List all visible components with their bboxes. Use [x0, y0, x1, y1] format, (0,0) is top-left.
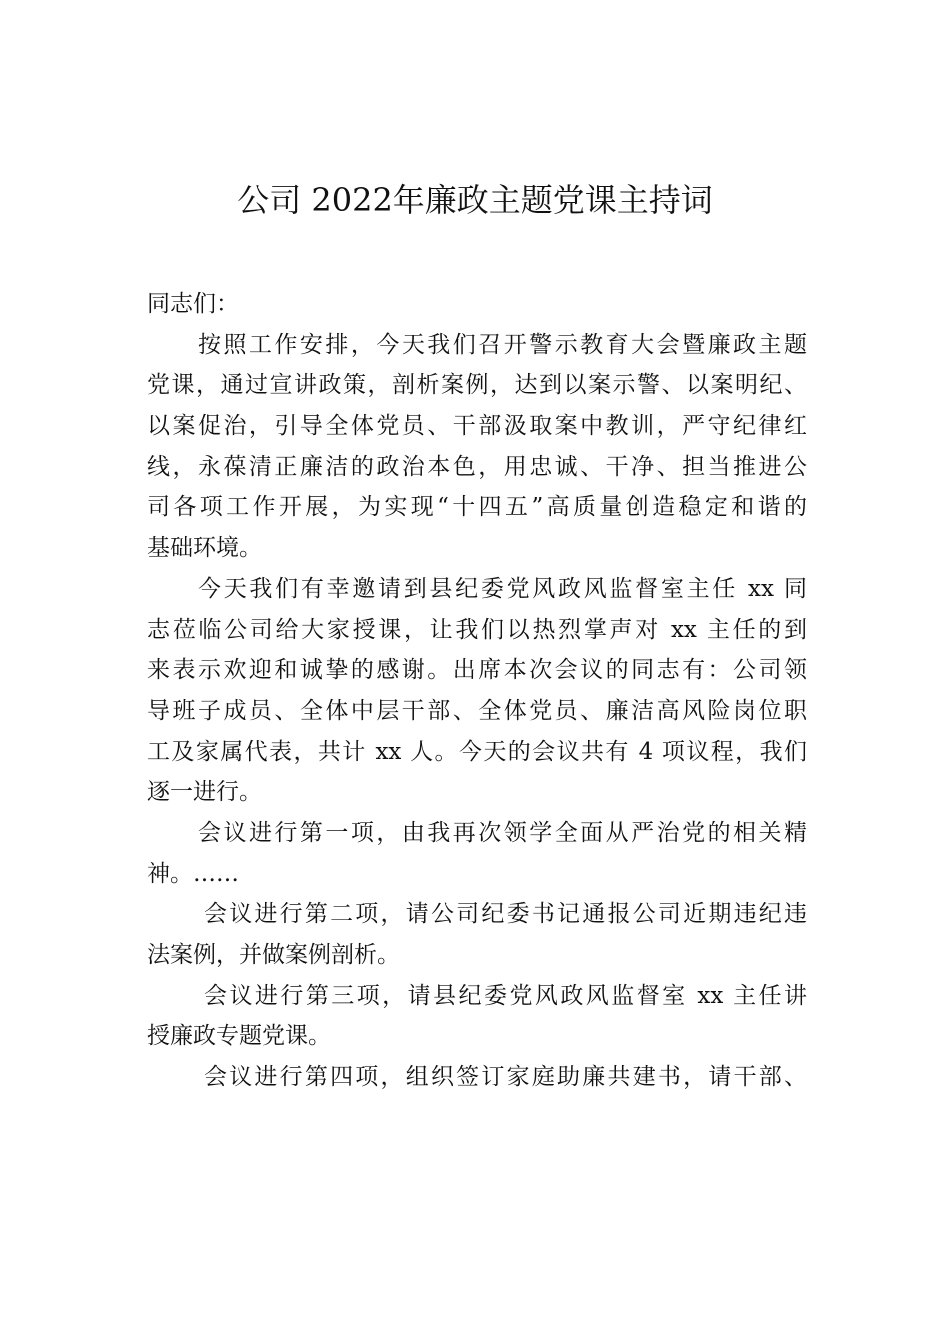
- paragraph-line: 基础环境。: [147, 535, 262, 562]
- paragraph-line: 会议进行第四项，组织签订家庭助廉共建书，请干部、: [204, 1064, 807, 1091]
- paragraph-line: 按照工作安排，今天我们召开警示教育大会暨廉政主题: [198, 331, 807, 358]
- paragraph-line: 工及家属代表，共计 xx 人。今天的会议共有 4 项议程，我们: [147, 738, 807, 765]
- document-title: 公司 2022年廉政主题党课主持词: [237, 181, 713, 219]
- paragraph-line: 会议进行第二项，请公司纪委书记通报公司近期违纪违: [204, 901, 807, 928]
- document-body: [147, 284, 807, 1098]
- paragraph-line: 导班子成员、全体中层干部、全体党员、廉洁高风险岗位职: [147, 697, 807, 724]
- paragraph-line: 会议进行第三项，请县纪委党风政风监督室 xx 主任讲: [204, 982, 807, 1009]
- paragraph-line: 志莅临公司给大家授课，让我们以热烈掌声对 xx 主任的到: [147, 616, 807, 643]
- paragraph-line: 以案促治，引导全体党员、干部汲取案中教训，严守纪律红: [147, 413, 807, 440]
- paragraph-line: 党课，通过宣讲政策，剖析案例，达到以案示警、以案明纪、: [147, 372, 807, 399]
- paragraph-line: 神。……: [147, 860, 239, 887]
- paragraph-line: 来表示欢迎和诚挚的感谢。出席本次会议的同志有：公司领: [147, 657, 807, 684]
- paragraph-line: 授廉政专题党课。: [147, 1023, 331, 1050]
- paragraph-line: 线，永葆清正廉洁的政治本色，用忠诚、干净、担当推进公: [147, 453, 807, 480]
- paragraph-line: 逐一进行。: [147, 779, 262, 806]
- paragraph-line: 司各项工作开展，为实现“十四五”高质量创造稳定和谐的: [147, 494, 807, 521]
- paragraph-line: 会议进行第一项，由我再次领学全面从严治党的相关精: [198, 819, 807, 846]
- paragraph-line: 法案例，并做案例剖析。: [147, 942, 400, 968]
- paragraph-line: 今天我们有幸邀请到县纪委党风政风监督室主任 xx 同: [198, 575, 807, 602]
- salutation-line: 同志们：: [147, 291, 239, 317]
